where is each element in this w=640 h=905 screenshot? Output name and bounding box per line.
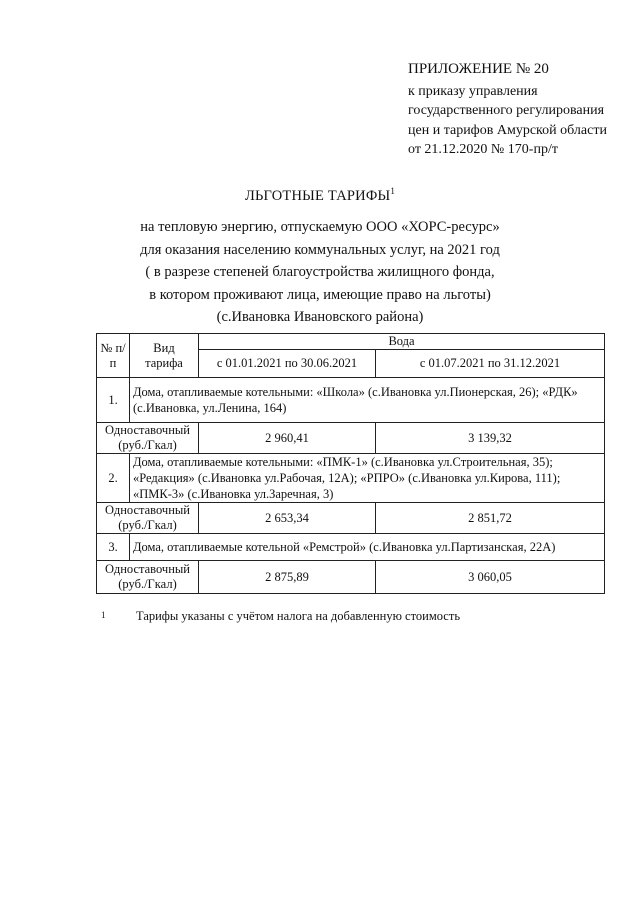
row-number: 3. — [97, 534, 130, 561]
footnote-text: Тарифы указаны с учётом налога на добавленную стоимость — [136, 609, 461, 623]
table-row — [97, 534, 605, 561]
subtitle-line: ( в разрезе степеней благоустройства жилищного фонда, — [145, 264, 495, 280]
subtitle-line: в котором проживают лица, имеющие право на льготы) — [149, 286, 491, 303]
footnote-mark: 1 — [101, 610, 106, 620]
row-description: Дома, отапливаемые котельными: «Школа» (с.Ивановка ул.Пионерская, 26); «РДК» (с.Ивановка, ул.Ленина, 164) — [130, 378, 605, 423]
row-value-period-1: 2 653,34 — [199, 503, 376, 534]
table-row — [97, 423, 605, 454]
appendix-line: от 21.12.2020 № 170-пр/т — [408, 142, 558, 157]
header-period-1: с 01.01.2021 по 30.06.2021 — [199, 350, 376, 378]
tariff-table — [96, 333, 605, 594]
row-description: Дома, отапливаемые котельными: «ПМК-1» (с.Ивановка ул.Строительная, 35); «Редакция» (с.Ивановка ул.Рабочая, 12А); «РПРО» (с.Ивановка ул.Кирова, 111); «ПМК-3» (с.Ивановка ул.Заречная, 3) — [130, 454, 605, 503]
document-title — [0, 186, 640, 205]
row-tariff-type: Одноставочный (руб./Гкал) — [97, 423, 199, 454]
row-number: 2. — [97, 454, 130, 503]
row-tariff-type: Одноставочный (руб./Гкал) — [97, 561, 199, 594]
document-subtitle — [0, 216, 640, 329]
footnote-reference: 1 — [390, 186, 396, 196]
appendix-line: к приказу управления — [408, 83, 538, 99]
document-title-text: ЛЬГОТНЫЕ ТАРИФЫ — [244, 187, 391, 204]
table-header-row — [97, 334, 605, 350]
row-tariff-type: Одноставочный (руб./Гкал) — [97, 503, 199, 534]
header-tariff-type: Вид тарифа — [130, 334, 199, 378]
row-value-period-1: 2 960,41 — [199, 423, 376, 454]
appendix-title: ПРИЛОЖЕНИЕ № 20 — [408, 61, 549, 77]
row-value-period-2: 3 060,05 — [376, 561, 605, 594]
table-row — [97, 378, 605, 423]
header-period-2: с 01.07.2021 по 31.12.2021 — [376, 350, 605, 378]
row-description: Дома, отапливаемые котельной «Ремстрой» (с.Ивановка ул.Партизанская, 22А) — [130, 534, 605, 561]
row-value-period-2: 3 139,32 — [376, 423, 605, 454]
appendix-line: цен и тарифов Амурской области — [408, 122, 607, 138]
subtitle-line: (с.Ивановка Ивановского района) — [216, 309, 424, 325]
header-number: № п/п — [97, 334, 130, 378]
row-number: 1. — [97, 378, 130, 423]
table-row — [97, 561, 605, 594]
row-value-period-2: 2 851,72 — [376, 503, 605, 534]
table-row — [97, 454, 605, 503]
appendix-line: государственного регулирования — [408, 103, 605, 118]
subtitle-line: для оказания населению коммунальных услуг, на 2021 год — [140, 241, 500, 258]
table-row — [97, 503, 605, 534]
header-water: Вода — [199, 334, 605, 350]
subtitle-line: на тепловую энергию, отпускаемую ООО «ХОРС-ресурс» — [140, 219, 500, 235]
row-value-period-1: 2 875,89 — [199, 561, 376, 594]
appendix-block — [408, 60, 607, 160]
